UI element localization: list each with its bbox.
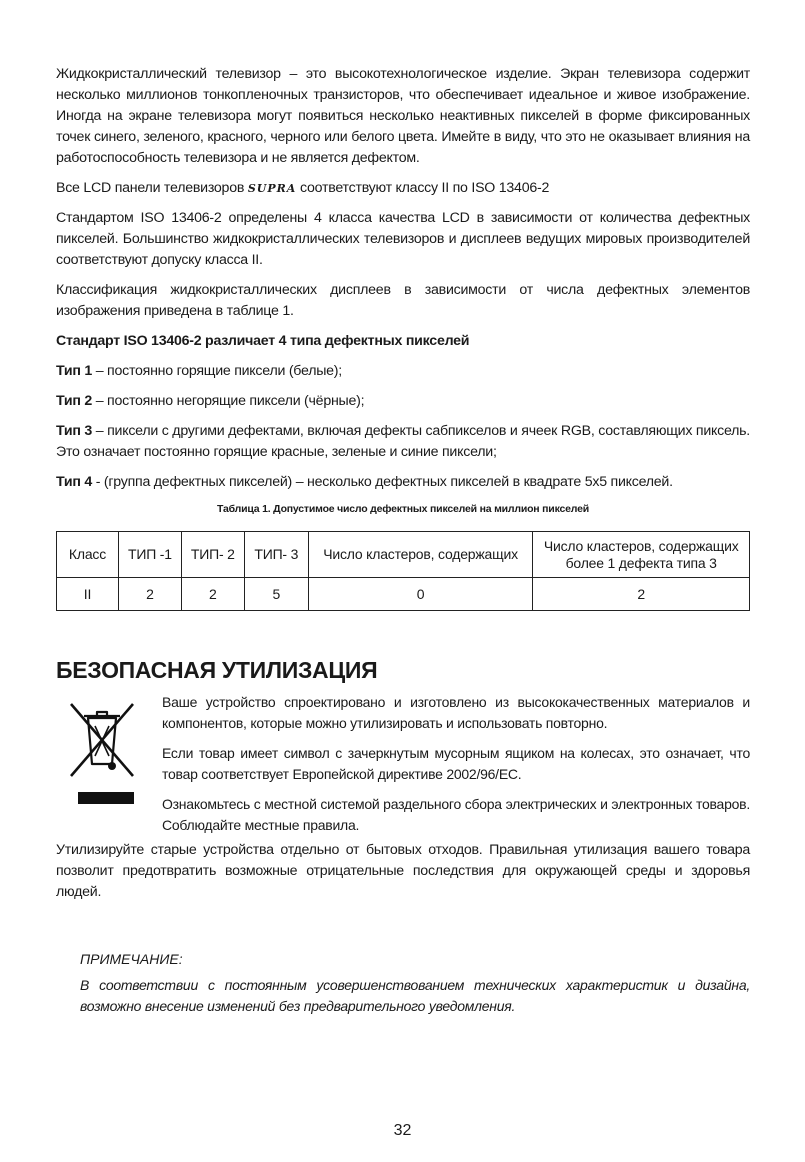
intro-paragraph-3: Стандартом ISO 13406-2 определены 4 класса качества LCD в зависимости от количества дефектных пикселей. Большинство жидкокристаллических телевизоров и дисплеев ведущих мировых производителей соответствуют допуску класса II. bbox=[56, 210, 750, 268]
disposal-text bbox=[162, 692, 750, 836]
table-cell: 5 bbox=[244, 578, 308, 611]
disposal-heading: БЕЗОПАСНАЯ УТИЛИЗАЦИЯ bbox=[56, 657, 378, 683]
table-caption: Таблица 1. Допустимое число дефектных пикселей на миллион пикселей bbox=[217, 503, 589, 515]
defect-type-1-text: – постоянно горящие пиксели (белые); bbox=[92, 363, 342, 379]
defect-type-2-label: Тип 2 bbox=[56, 393, 92, 409]
defect-pixel-table bbox=[56, 531, 750, 611]
defect-type-2-text: – постоянно негорящие пиксели (чёрные); bbox=[92, 393, 365, 409]
bin-underline-bar bbox=[78, 792, 134, 804]
page-number: 32 bbox=[393, 1122, 412, 1139]
defect-type-1-label: Тип 1 bbox=[56, 363, 92, 379]
table-header-cell: ТИП- 3 bbox=[244, 532, 308, 578]
table-cell: II bbox=[57, 578, 119, 611]
standard-heading: Стандарт ISO 13406-2 различает 4 типа дефектных пикселей bbox=[56, 333, 470, 349]
defect-type-3 bbox=[56, 421, 750, 463]
table-header-cell: Число кластеров, содержащих более 1 дефекта типа 3 bbox=[533, 532, 750, 578]
table-header-row bbox=[57, 532, 750, 578]
note-text: В соответствии с постоянным усовершенствованием технических характеристик и дизайна, возможно внесение изменений без предварительного уведомления. bbox=[80, 977, 750, 1014]
table-header-cell: Класс bbox=[57, 532, 119, 578]
defect-type-2 bbox=[56, 391, 750, 412]
intro-paragraph-2-start: Все LCD панели телевизоров bbox=[56, 180, 248, 196]
table-cell: 2 bbox=[533, 578, 750, 611]
disposal-paragraph-2: Если товар имеет символ с зачеркнутым мусорным ящиком на колесах, это означает, что товар соответствует Европейской директиве 2002/96/EC. bbox=[162, 745, 750, 782]
table-header-cell: Число кластеров, содержащих bbox=[308, 532, 533, 578]
defect-type-4-label: Тип 4 bbox=[56, 474, 92, 490]
intro-paragraph-4: Классификация жидкокристаллических дисплеев в зависимости от числа дефектных элементов изображения приведена в таблице 1. bbox=[56, 282, 750, 319]
defect-type-4-text: - (группа дефектных пикселей) – несколько дефектных пикселей в квадрате 5х5 пикселей. bbox=[92, 474, 673, 490]
disposal-paragraph-1: Ваше устройство спроектировано и изготовлено из высококачественных материалов и компонентов, которые можно утилизировать и использовать повторно. bbox=[162, 694, 750, 731]
defect-type-4 bbox=[56, 472, 750, 493]
intro-paragraph-2 bbox=[56, 178, 750, 199]
table-cell: 2 bbox=[181, 578, 244, 611]
intro-paragraph-2-end: соответствуют классу II по ISO 13406-2 bbox=[296, 180, 550, 196]
defect-type-1 bbox=[56, 361, 750, 382]
disposal-paragraph-4: Утилизируйте старые устройства отдельно от бытовых отходов. Правильная утилизация вашего товара позволит предотвратить возможные отрицательные последствия для окружающей среды и здоровья людей. bbox=[56, 842, 750, 900]
disposal-section bbox=[56, 692, 750, 840]
crossed-out-wheelie-bin-icon bbox=[68, 700, 136, 780]
table-cell: 2 bbox=[118, 578, 181, 611]
supra-brand-logo: SUPRA bbox=[247, 182, 297, 195]
manual-page bbox=[56, 64, 750, 1017]
table-header-cell: ТИП- 2 bbox=[181, 532, 244, 578]
note-title: ПРИМЕЧАНИЕ: bbox=[80, 951, 183, 967]
table-header-cell: ТИП -1 bbox=[118, 532, 181, 578]
defect-type-3-text: – пиксели с другими дефектами, включая дефекты сабпикселов и ячеек RGB, составляющих пиксель. Это означает постоянно горящие красные, зеленые и синие пиксели; bbox=[56, 423, 750, 460]
table-row bbox=[57, 578, 750, 611]
disposal-paragraph-3: Ознакомьтесь с местной системой раздельного сбора электрических и электронных товаров. Соблюдайте местные правила. bbox=[162, 796, 750, 833]
table-cell: 0 bbox=[308, 578, 533, 611]
intro-paragraph-1: Жидкокристаллический телевизор – это высокотехнологическое изделие. Экран телевизора содержит несколько миллионов тонкопленочных транзисторов, что обеспечивает идеальное и живое изображение. Иногда на экране телевизора могут появиться несколько неактивных пикселей в форме фиксированных точек синего, зеленого, красного, черного или белого цвета. Имейте в виду, что это не оказывает влияния на работоспособность телевизора и не является дефектом. bbox=[56, 66, 750, 166]
defect-type-3-label: Тип 3 bbox=[56, 423, 93, 439]
